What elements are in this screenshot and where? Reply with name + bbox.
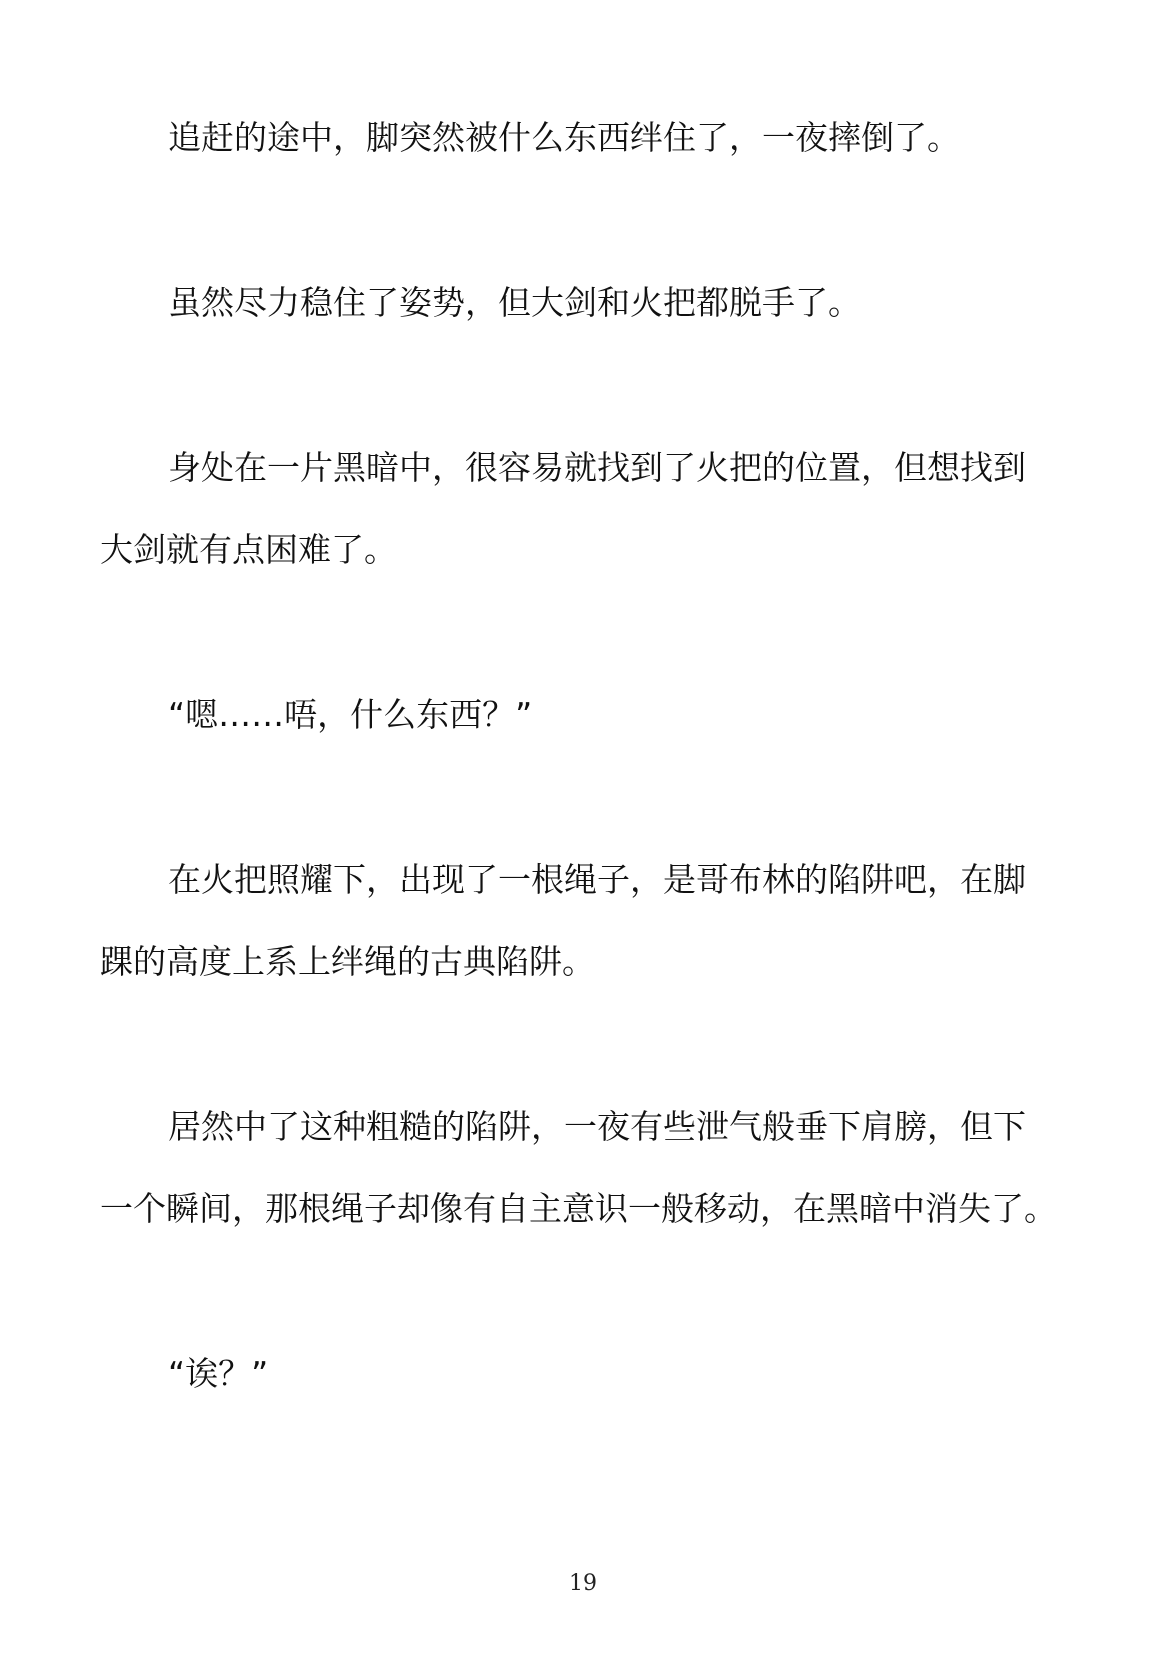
paragraph-4-line-1: 在火把照耀下，出现了一根绳子，是哥布林的陷阱吧，在脚 [168,860,1026,899]
dialogue-1: “嗯……唔，什么东西？” [168,695,533,734]
paragraph-1-line-1: 追赶的途中，脚突然被什么东西绊住了，一夜摔倒了。 [168,118,960,157]
paragraph-3-line-1: 身处在一片黑暗中，很容易就找到了火把的位置，但想找到 [168,448,1026,487]
page-number: 19 [569,1571,597,1596]
paragraph-2-line-1: 虽然尽力稳住了姿势，但大剑和火把都脱手了。 [168,283,861,322]
paragraph-4-line-2: 踝的高度上系上绊绳的古典陷阱。 [100,942,595,981]
dialogue-2: “诶？” [168,1354,269,1393]
paragraph-5-line-2: 一个瞬间，那根绳子却像有自主意识一般移动，在黑暗中消失了。 [100,1189,1057,1228]
paragraph-5-line-1: 居然中了这种粗糙的陷阱，一夜有些泄气般垂下肩膀，但下 [168,1107,1026,1146]
paragraph-3-line-2: 大剑就有点困难了。 [100,530,397,569]
